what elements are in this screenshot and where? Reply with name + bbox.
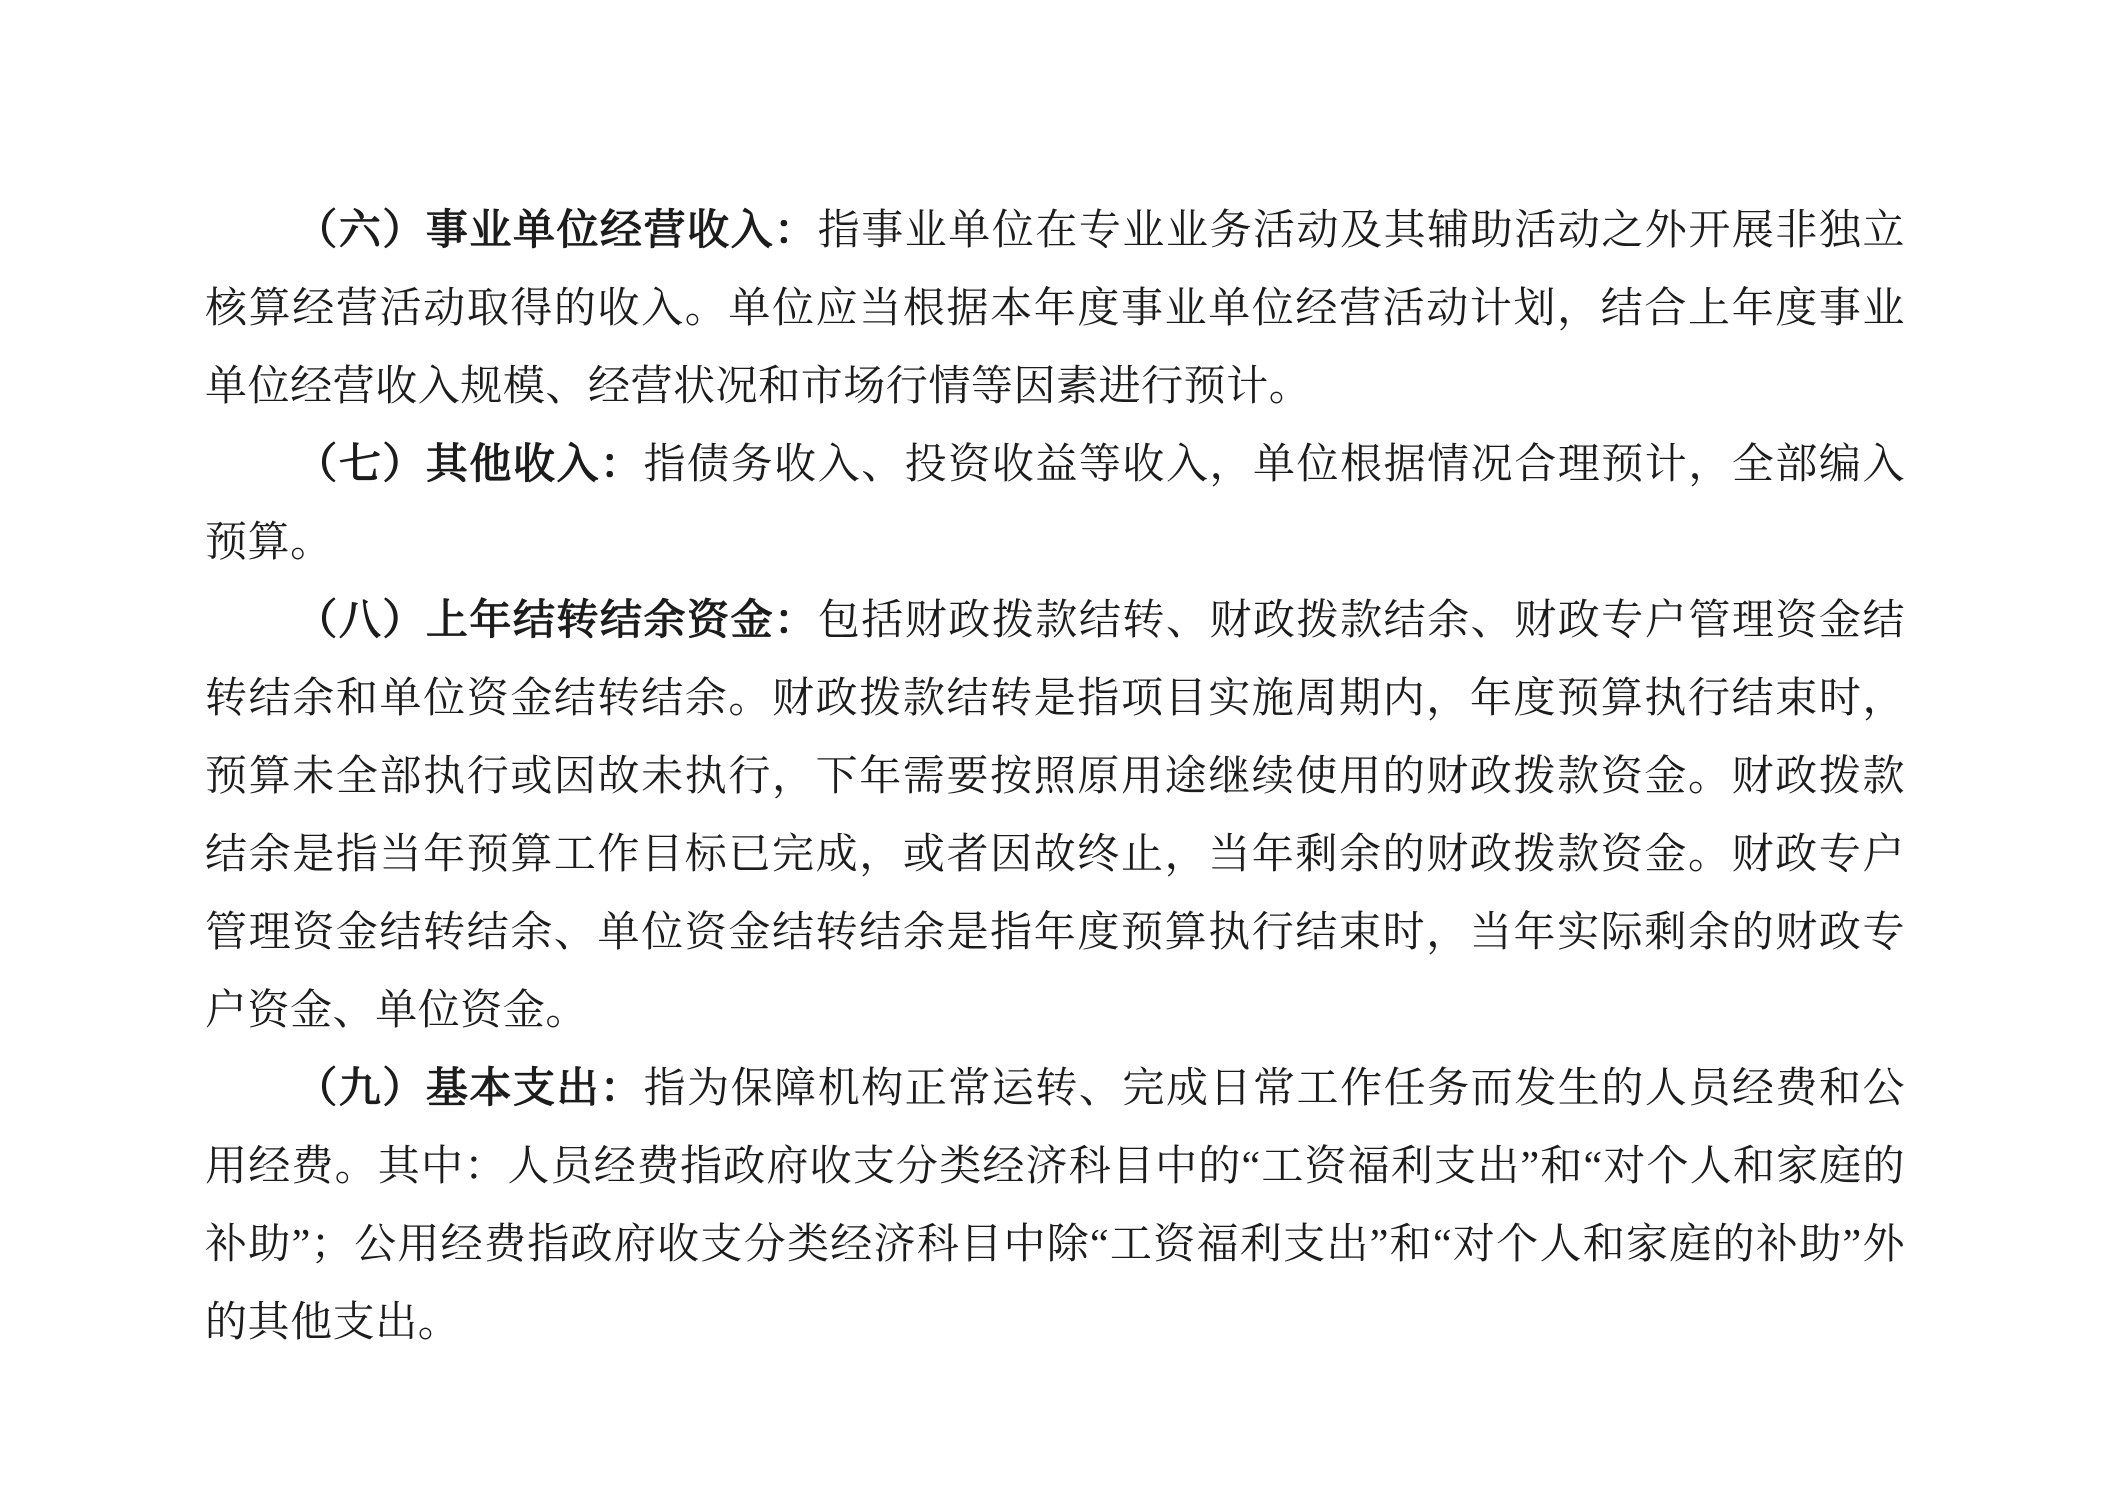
paragraph-label: （九）基本支出： (295, 1066, 644, 1112)
paragraph-item-9-basic-expenditure (205, 1050, 1905, 1362)
paragraph-label: （八）上年结转结余资金： (295, 598, 818, 644)
paragraph-body: 包括财政拨款结转、财政拨款结余、财政专户管理资金结转结余和单位资金结转结余。财政拨款结转是指项目实施周期内，年度预算执行结束时，预算未全部执行或因故未执行，下年需要按照原用途继续使用的财政拨款资金。财政拨款结余是指当年预算工作目标已完成，或者因故终止，当年剩余的财政拨款资金。财政专户管理资金结转结余、单位资金结转结余是指年度预算执行结束时，当年实际剩余的财政专户资金、单位资金。 (205, 598, 1905, 1034)
paragraph-label: （七）其他收入： (295, 442, 644, 488)
paragraph-label: （六）事业单位经营收入： (295, 208, 818, 254)
paragraph-body: 指为保障机构正常运转、完成日常工作任务而发生的人员经费和公用经费。其中：人员经费指政府收支分类经济科目中的“工资福利支出”和“对个人和家庭的补助”；公用经费指政府收支分类经济科目中除“工资福利支出”和“对个人和家庭的补助”外的其他支出。 (205, 1066, 1906, 1346)
paragraph-body: 指债务收入、投资收益等收入，单位根据情况合理预计，全部编入预算。 (205, 442, 1906, 566)
paragraph-item-8-carryover-surplus-funds (205, 582, 1905, 1050)
paragraph-item-7-other-income (205, 426, 1905, 582)
document-body-text (205, 192, 1905, 1362)
paragraph-body: 指事业单位在专业业务活动及其辅助活动之外开展非独立核算经营活动取得的收入。单位应当根据本年度事业单位经营活动计划，结合上年度事业单位经营收入规模、经营状况和市场行情等因素进行预计。 (205, 208, 1905, 410)
paragraph-item-6-business-operating-income (205, 192, 1905, 426)
